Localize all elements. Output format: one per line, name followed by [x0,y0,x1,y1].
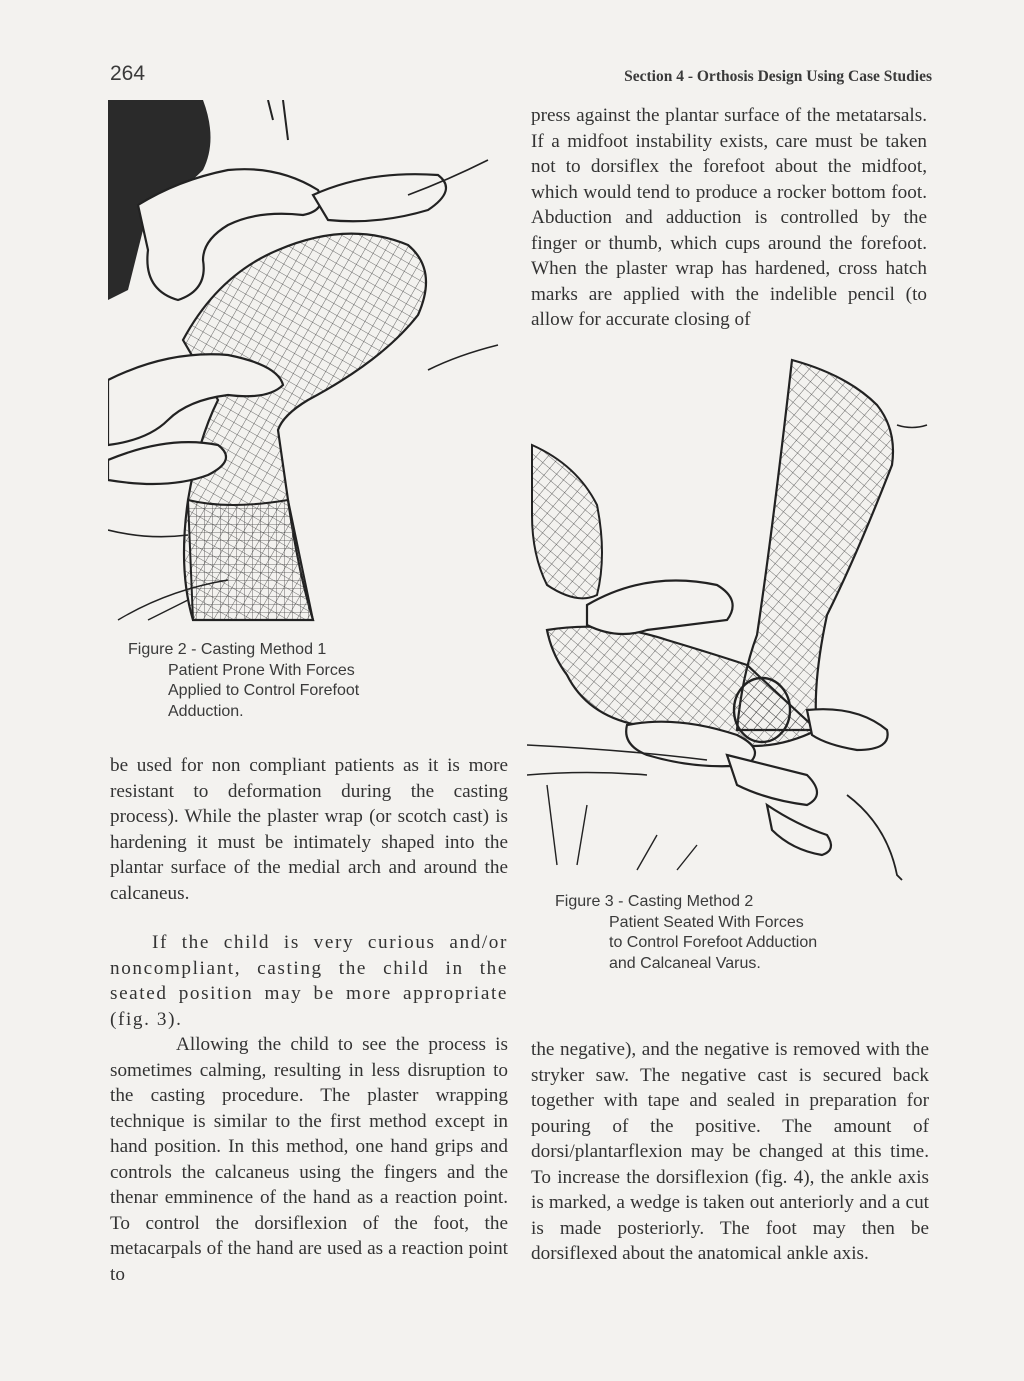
figure-3-caption-line: to Control Forefoot Adduction [609,934,818,951]
figure-3-caption-line: and Calcaneal Varus. [609,954,761,972]
figure-3-caption [555,892,915,974]
figure-2-caption-title: Figure 2 - Casting Method 1 [128,641,327,658]
left-column-paragraph-3: Allowing the child to see the process is sometimes calming, resulting in less disruption to the casting procedure. The plaster wrapping technique is similar to the first method except in hand position. In this method, one hand grips and controls the calcaneus using the fingers and the thenar emminence of the hand as a reaction point. To control the dorsiflexion of the foot, the metacarpals of the hand are used as a reaction point to [110,1034,508,1285]
figure-3-illustration [527,355,932,885]
figure-3-caption-line: Patient Seated With Forces [609,913,804,931]
left-column-paragraph-2: If the child is very curious and/or noncompliant, casting the child in the seated position may be more appropriate (fig. 3). [110,932,508,1030]
page-number: 264 [110,62,146,85]
right-column-paragraph-top: press against the plantar surface of the metatarsals. If a midfoot instability exists, care must be taken not to dorsiflex the forefoot about the midfoot, which would tend to produce a rocker bottom foot. Abduction and adduction is controlled by the finger or thumb, which cups around the forefoot. When the plaster wrap has hardened, cross hatch marks are applied with the indelible pencil (to allow for accurate closing of [531,105,927,330]
figure-2-caption [128,640,458,722]
figure-2-caption-line: Adduction. [168,702,244,720]
left-column-paragraph-1: be used for non compliant patients as it is more resistant to deformation during the casting process). While the plaster wrap (or scotch cast) is hardening it must be intimately shaped into the plantar surface of the medial arch and around the calcaneus. [110,755,508,904]
right-column-paragraph-bottom: the negative), and the negative is removed with the stryker saw. The negative cast is secured back together with tape and sealed in preparation for pouring of the positive. The amount of dorsi/plantarflexion may be changed at this time. To increase the dorsiflexion (fig. 4), the ankle axis is marked, a wedge is taken out anteriorly and a cut is made posteriorly. The foot may then be dorsiflexed about the anatomical ankle axis. [531,1039,929,1264]
running-head: Section 4 - Orthosis Design Using Case Studies [624,68,932,85]
figure-2-caption-line: Applied to Control Forefoot [168,682,360,699]
figure-2-caption-line: Patient Prone With Forces [168,661,355,679]
figure-2-illustration [108,100,508,625]
figure-3-caption-title: Figure 3 - Casting Method 2 [555,893,754,910]
